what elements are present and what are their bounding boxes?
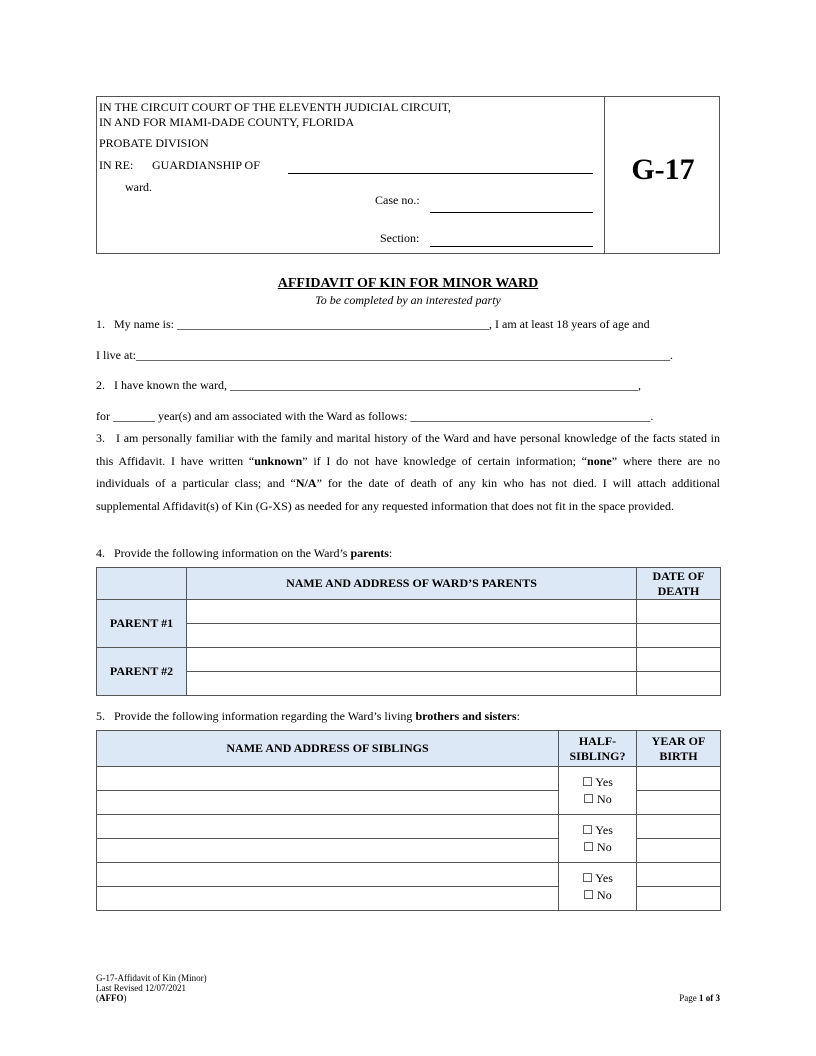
siblings-table <box>96 730 721 911</box>
parent-2-name-cell[interactable] <box>187 648 637 672</box>
sibling-2-name-cell[interactable] <box>97 815 559 839</box>
court-line-1: IN THE CIRCUIT COURT OF THE ELEVENTH JUDICIAL CIRCUIT, <box>99 100 452 114</box>
item-4-pre: 4. Provide the following information on the Ward’s <box>96 546 351 560</box>
sibling-3-year-cell[interactable] <box>637 863 721 887</box>
item-4-text <box>96 546 392 561</box>
in-re-label: IN RE: <box>99 158 134 172</box>
footer-page-number <box>620 993 720 1003</box>
parent-1-date-cell-2[interactable] <box>637 624 721 648</box>
footer-pages: 3 <box>715 993 720 1003</box>
item-3-na: N/A <box>295 476 317 490</box>
item-4-post: : <box>388 546 393 560</box>
case-no-field[interactable] <box>430 212 593 213</box>
item-3-part: ” for the date of death of any kin who has not died. I will attach additional supplemental Affidavit(s) of Kin (G-XS) as needed for any requested information that does not fit in the space provided. <box>96 476 720 513</box>
siblings-header-half: HALF-SIBLING? <box>559 731 637 767</box>
item-3-paragraph <box>96 427 720 517</box>
footer-page: 1 <box>699 993 704 1003</box>
sibling-1-name-cell[interactable] <box>97 767 559 791</box>
sibling-1-year-cell[interactable] <box>637 767 721 791</box>
item-3-part: ” where there are no individuals of a particular class; and “ <box>96 453 720 490</box>
parents-header-name: NAME AND ADDRESS OF WARD’S PARENTS <box>187 568 637 600</box>
sibling-1-year-cell-2[interactable] <box>637 791 721 815</box>
sibling-3-half-cell <box>559 863 637 911</box>
item-3-unknown: unknown <box>254 453 303 468</box>
item-2-line-2[interactable]: for _______ year(s) and am associated with the Ward as follows: ________________________________________. <box>96 409 654 423</box>
parent-2-address-cell[interactable] <box>187 672 637 696</box>
item-3-part: ” if I do not have knowledge of certain information; “ <box>302 453 588 468</box>
parent-2-date-cell-2[interactable] <box>637 672 721 696</box>
footer-of-word: of <box>705 993 714 1003</box>
parent-1-label: PARENT #1 <box>97 600 187 648</box>
parent-1-date-cell[interactable] <box>637 600 721 624</box>
sibling-2-year-cell[interactable] <box>637 815 721 839</box>
item-5-post: : <box>516 709 520 723</box>
footer-form-name: G-17-Affidavit of Kin (Minor) <box>96 973 207 983</box>
parent-1-address-cell[interactable] <box>187 624 637 648</box>
sibling-3-address-cell[interactable] <box>97 887 559 911</box>
sibling-3-name-cell[interactable] <box>97 863 559 887</box>
ward-name-field[interactable] <box>288 173 593 174</box>
sibling-2-half-cell <box>559 815 637 863</box>
footer-revised: Last Revised 12/07/2021 <box>96 983 186 993</box>
guardianship-label: GUARDIANSHIP OF <box>152 158 260 172</box>
sibling-1-yes-checkbox[interactable]: ☐ Yes <box>582 774 613 789</box>
form-number: G-17 <box>631 153 695 186</box>
item-1-line-2[interactable]: I live at:_________________________________________________________________________________________. <box>96 348 673 362</box>
sibling-2-no-checkbox[interactable]: ☐ No <box>583 839 612 854</box>
ward-label: ward. <box>125 180 152 194</box>
siblings-header-year: YEAR OF BIRTH <box>637 731 721 767</box>
section-field[interactable] <box>430 246 593 247</box>
item-2-line-1[interactable]: 2. I have known the ward, ____________________________________________________________________, <box>96 378 641 392</box>
siblings-header-name: NAME AND ADDRESS OF SIBLINGS <box>97 731 559 767</box>
item-1-line-1[interactable]: 1. My name is: ____________________________________________________, I am at least 18 years of age and <box>96 317 650 331</box>
parents-header-date: DATE OF DEATH <box>637 568 721 600</box>
sibling-2-yes-checkbox[interactable]: ☐ Yes <box>582 822 613 837</box>
document-title: AFFIDAVIT OF KIN FOR MINOR WARD <box>277 276 539 291</box>
sibling-1-no-checkbox[interactable]: ☐ No <box>583 791 612 806</box>
section-label: Section: <box>380 231 420 245</box>
sibling-3-year-cell-2[interactable] <box>637 887 721 911</box>
footer-left <box>96 973 207 1003</box>
item-5-text <box>96 709 520 724</box>
sibling-2-address-cell[interactable] <box>97 839 559 863</box>
parent-2-date-cell[interactable] <box>637 648 721 672</box>
document-subtitle: To be completed by an interested party <box>315 293 501 307</box>
item-3-part: 3. I am personally familiar with the family and marital history of the Ward and have personal knowledge of the facts stated in this Affidavit. I have written “ <box>96 431 720 468</box>
parents-table <box>96 567 721 696</box>
item-4-bold: parents <box>350 546 389 560</box>
sibling-1-address-cell[interactable] <box>97 791 559 815</box>
sibling-1-half-cell <box>559 767 637 815</box>
item-5-bold: brothers and sisters <box>415 709 517 723</box>
parents-header-blank <box>97 568 187 600</box>
item-3-none: none <box>587 453 612 468</box>
court-line-2: IN AND FOR MIAMI-DADE COUNTY, FLORIDA <box>99 115 355 129</box>
parent-1-name-cell[interactable] <box>187 600 637 624</box>
division: PROBATE DIVISION <box>99 136 209 150</box>
footer-code-line: (AFFO) <box>96 993 127 1003</box>
footer-page-word: Page <box>679 993 697 1003</box>
item-5-pre: 5. Provide the following information regarding the Ward’s living <box>96 709 416 723</box>
parent-2-label: PARENT #2 <box>97 648 187 696</box>
sibling-3-no-checkbox[interactable]: ☐ No <box>583 887 612 902</box>
caption-box <box>96 96 720 254</box>
case-no-label: Case no.: <box>375 193 420 207</box>
footer-code: AFFO <box>99 993 124 1003</box>
sibling-3-yes-checkbox[interactable]: ☐ Yes <box>582 870 613 885</box>
sibling-2-year-cell-2[interactable] <box>637 839 721 863</box>
